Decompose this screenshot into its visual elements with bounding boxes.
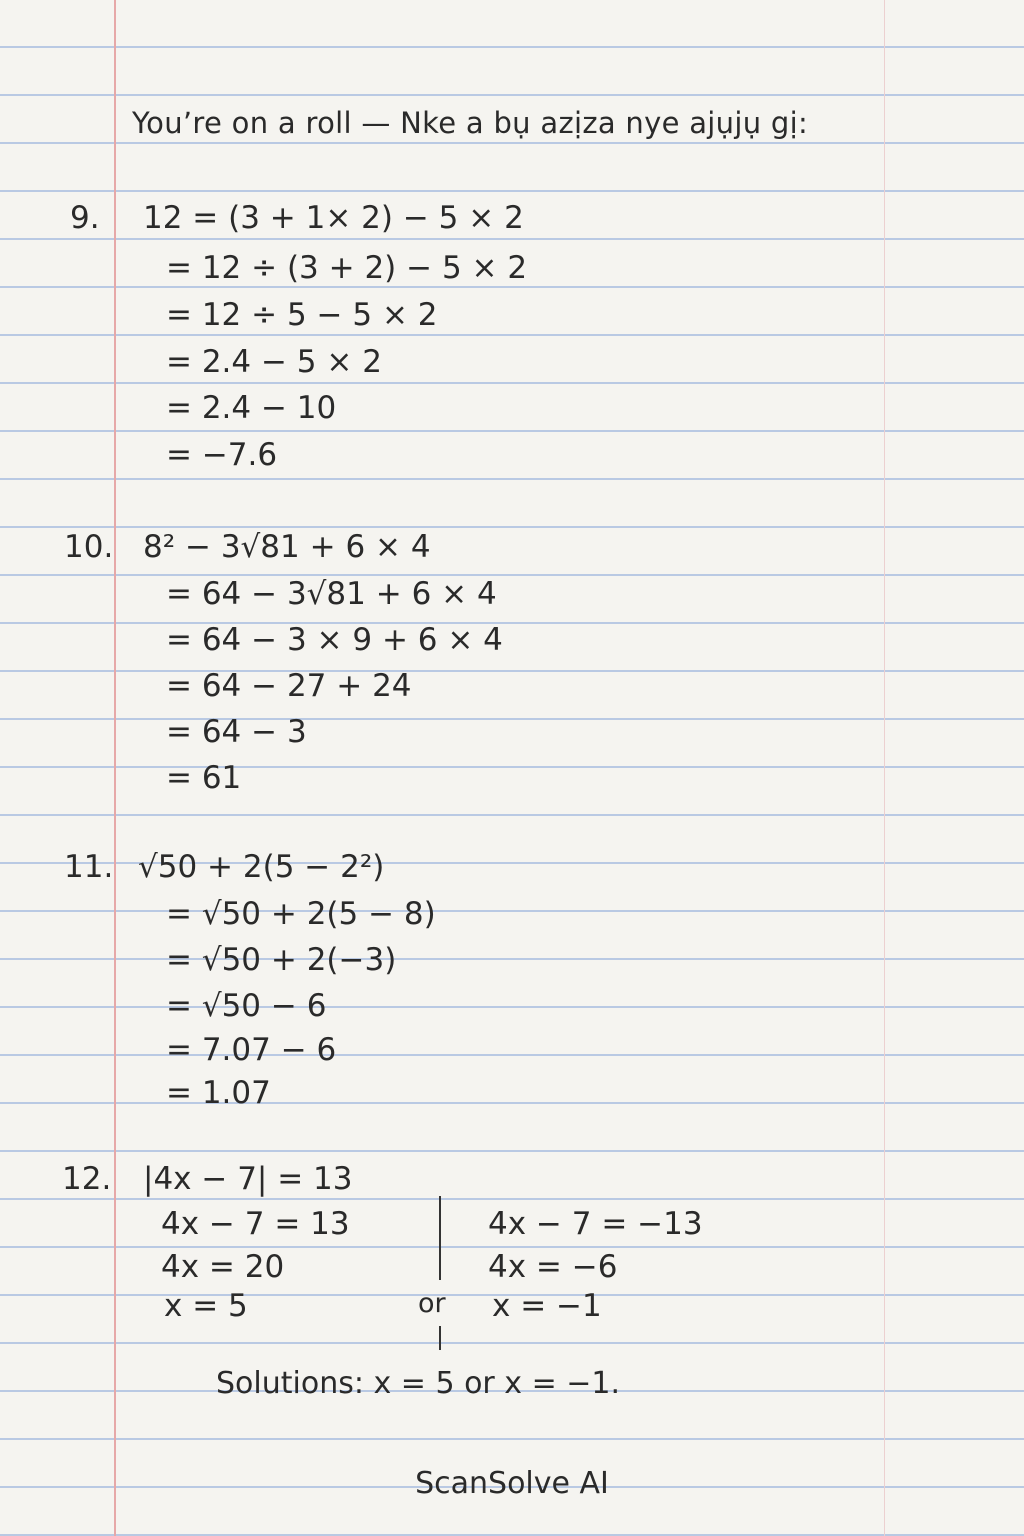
solution-step: = √50 + 2(5 − 8) [166, 896, 436, 932]
solution-step: = 2.4 − 10 [166, 390, 337, 426]
notebook-right-margin-line [884, 0, 885, 1536]
solution-step: = √50 + 2(−3) [166, 942, 397, 978]
solution-step: = 12 ÷ (3 + 2) − 5 × 2 [166, 250, 528, 286]
solution-step: = 64 − 27 + 24 [166, 668, 412, 704]
solution-step: = 64 − 3 × 9 + 6 × 4 [166, 622, 503, 658]
solution-step: = −7.6 [166, 437, 278, 473]
case-divider [439, 1196, 441, 1280]
case-left-step: 4x − 7 = 13 [161, 1206, 350, 1242]
or-label: or [418, 1288, 446, 1319]
solution-step: = 7.07 − 6 [166, 1032, 337, 1068]
solution-step: = 64 − 3 [166, 714, 307, 750]
solution-step: = 1.07 [166, 1075, 271, 1111]
problem-statement: |4x − 7| = 13 [143, 1161, 353, 1197]
problem-statement: 12 = (3 + 1× 2) − 5 × 2 [143, 200, 524, 236]
solution-step: = 2.4 − 5 × 2 [166, 344, 382, 380]
problem-number: 12. [62, 1161, 112, 1197]
case-right-step: x = −1 [492, 1288, 602, 1324]
page-header: You’re on a roll — Nke a bụ azịza nye ajụjụ gị: [132, 106, 809, 140]
solutions-summary: Solutions: x = 5 or x = −1. [216, 1366, 621, 1401]
case-left-step: x = 5 [164, 1288, 248, 1324]
footer-brand: ScanSolve AI [415, 1466, 609, 1501]
problem-number: 10. [64, 529, 114, 565]
case-right-step: 4x = −6 [488, 1249, 618, 1285]
notebook-margin-line [114, 0, 116, 1536]
solution-step: = 64 − 3√81 + 6 × 4 [166, 576, 497, 612]
problem-number: 11. [64, 849, 114, 885]
solution-step: = √50 − 6 [166, 988, 327, 1024]
case-divider [439, 1326, 441, 1350]
solution-step: = 12 ÷ 5 − 5 × 2 [166, 297, 438, 333]
problem-number: 9. [70, 200, 100, 236]
solution-step: = 61 [166, 760, 242, 796]
problem-statement: √50 + 2(5 − 2²) [138, 849, 385, 885]
case-right-step: 4x − 7 = −13 [488, 1206, 703, 1242]
problem-statement: 8² − 3√81 + 6 × 4 [143, 529, 431, 565]
case-left-step: 4x = 20 [161, 1249, 285, 1285]
